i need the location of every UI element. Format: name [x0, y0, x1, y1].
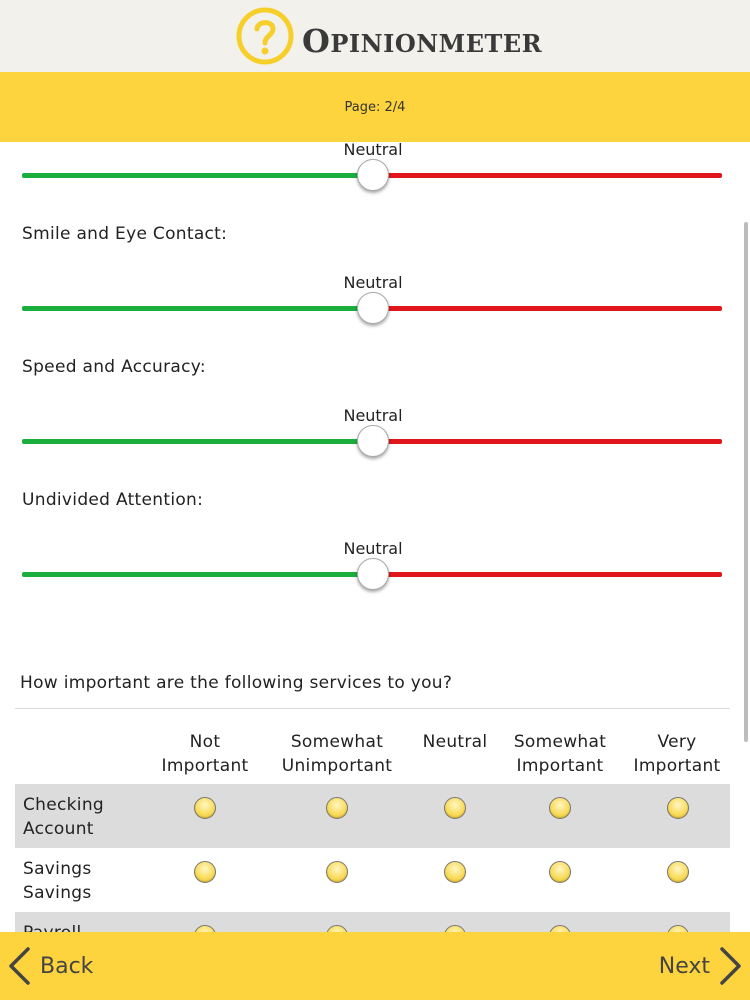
chevron-right-icon	[718, 946, 744, 986]
column-header-somewhat-unimportant: Somewhat Unimportant	[281, 732, 393, 776]
slider-thumb[interactable]	[357, 425, 389, 457]
slider-value-label: Neutral	[343, 539, 403, 558]
radio-somewhat-unimportant[interactable]	[326, 797, 348, 819]
matrix-row-savings	[15, 848, 730, 912]
radio-somewhat-important[interactable]	[549, 861, 571, 883]
slider-track-negative[interactable]	[372, 572, 722, 577]
slider-track-negative[interactable]	[372, 173, 722, 178]
column-header-not-important: Not Important	[161, 732, 249, 776]
logo-wordmark: OPINIONMETER	[302, 22, 543, 60]
slider-value-label: Neutral	[343, 406, 403, 425]
column-header-somewhat-important: Somewhat Important	[513, 732, 607, 776]
question-mark-icon	[236, 7, 294, 65]
slider-thumb[interactable]	[357, 159, 389, 191]
question-label-speed: Speed and Accuracy:	[22, 357, 206, 377]
radio-somewhat-important[interactable]	[549, 797, 571, 819]
matrix-question: How important are the following services to you?	[20, 673, 453, 693]
slider-value-label: Neutral	[343, 140, 403, 159]
rating-slider-attention[interactable]	[22, 541, 724, 585]
radio-neutral[interactable]	[444, 797, 466, 819]
rating-slider-1[interactable]	[22, 142, 724, 186]
slider-thumb[interactable]	[357, 292, 389, 324]
chevron-left-icon	[6, 946, 32, 986]
back-label: Back	[40, 953, 94, 979]
radio-very-important[interactable]	[667, 861, 689, 883]
next-label: Next	[658, 953, 710, 979]
slider-thumb[interactable]	[357, 558, 389, 590]
navigation-footer	[0, 932, 750, 1000]
matrix-row-checking	[15, 784, 730, 848]
radio-not-important[interactable]	[194, 797, 216, 819]
radio-neutral[interactable]	[444, 861, 466, 883]
app-header	[0, 0, 750, 72]
column-header-very-important: Very Important	[633, 732, 721, 776]
divider	[15, 708, 730, 709]
page-indicator: Page: 2/4	[344, 99, 406, 115]
radio-somewhat-unimportant[interactable]	[326, 861, 348, 883]
column-header-neutral: Neutral	[422, 732, 488, 752]
survey-content[interactable]	[0, 142, 750, 932]
page-indicator-bar	[0, 72, 750, 142]
rating-slider-smile[interactable]	[22, 275, 724, 319]
slider-track-positive[interactable]	[22, 572, 372, 577]
slider-value-label: Neutral	[343, 273, 403, 292]
back-button[interactable]	[6, 932, 93, 1000]
radio-not-important[interactable]	[194, 861, 216, 883]
slider-track-negative[interactable]	[372, 439, 722, 444]
slider-track-positive[interactable]	[22, 173, 372, 178]
rating-slider-speed[interactable]	[22, 408, 724, 452]
slider-track-positive[interactable]	[22, 306, 372, 311]
vertical-scrollbar[interactable]	[744, 222, 748, 742]
question-label-smile: Smile and Eye Contact:	[22, 224, 228, 244]
slider-track-negative[interactable]	[372, 306, 722, 311]
row-label: Savings Savings	[23, 859, 92, 903]
question-label-attention: Undivided Attention:	[22, 490, 204, 510]
slider-track-positive[interactable]	[22, 439, 372, 444]
row-label: Checking Account	[23, 795, 104, 839]
opinionmeter-logo	[236, 5, 542, 67]
radio-very-important[interactable]	[667, 797, 689, 819]
next-button[interactable]	[659, 932, 744, 1000]
